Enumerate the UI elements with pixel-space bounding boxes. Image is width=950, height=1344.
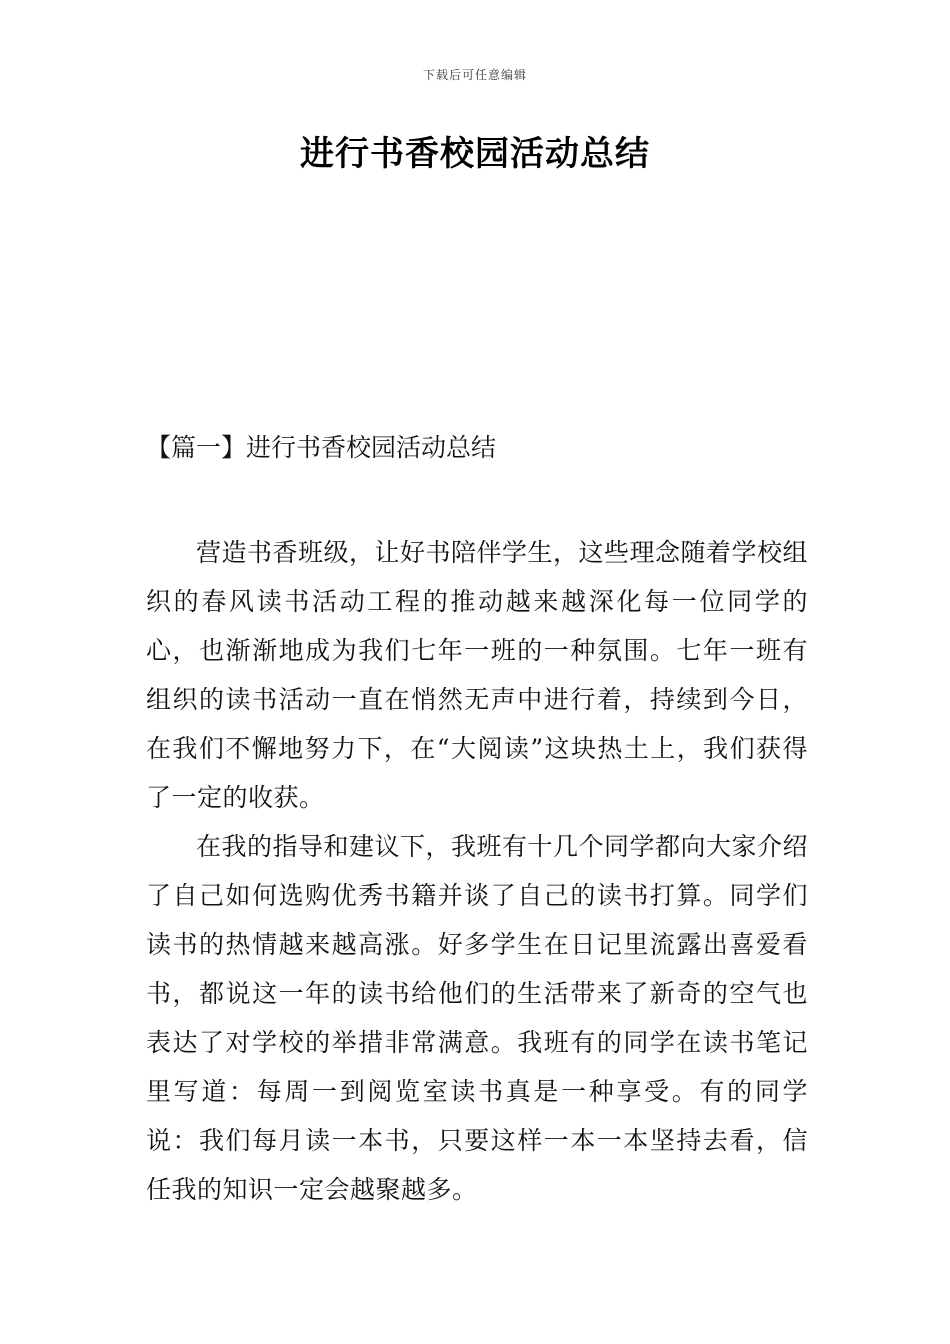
paragraph-1: 营造书香班级，让好书陪伴学生，这些理念随着学校组织的春风读书活动工程的推动越来越深化每一位同学的心，也渐渐地成为我们七年一班的一种氛围。七年一班有组织的读书活动一直在悄然无声中进行着，持续到今日，在我们不懈地努力下，在“大阅读”这块热土上，我们获得了一定的收获。: [146, 538, 809, 812]
section-heading: 【篇一】进行书香校园活动总结: [146, 433, 497, 462]
header-note: 下载后可任意编辑: [422, 68, 527, 82]
body-text: [146, 528, 808, 1214]
paragraph-2: 在我的指导和建议下，我班有十几个同学都向大家介绍了自己如何选购优秀书籍并谈了自己的读书打算。同学们读书的热情越来越高涨。好多学生在日记里流露出喜爱看书，都说这一年的读书给他们的生活带来了新奇的空气也表达了对学校的举措非常满意。我班有的同学在读书笔记里写道：每周一到阅览室读书真是一种享受。有的同学说：我们每月读一本书，只要这样一本一本坚持去看，信任我的知识一定会越聚越多。: [146, 832, 809, 1204]
document-title: 进行书香校园活动总结: [300, 134, 650, 174]
